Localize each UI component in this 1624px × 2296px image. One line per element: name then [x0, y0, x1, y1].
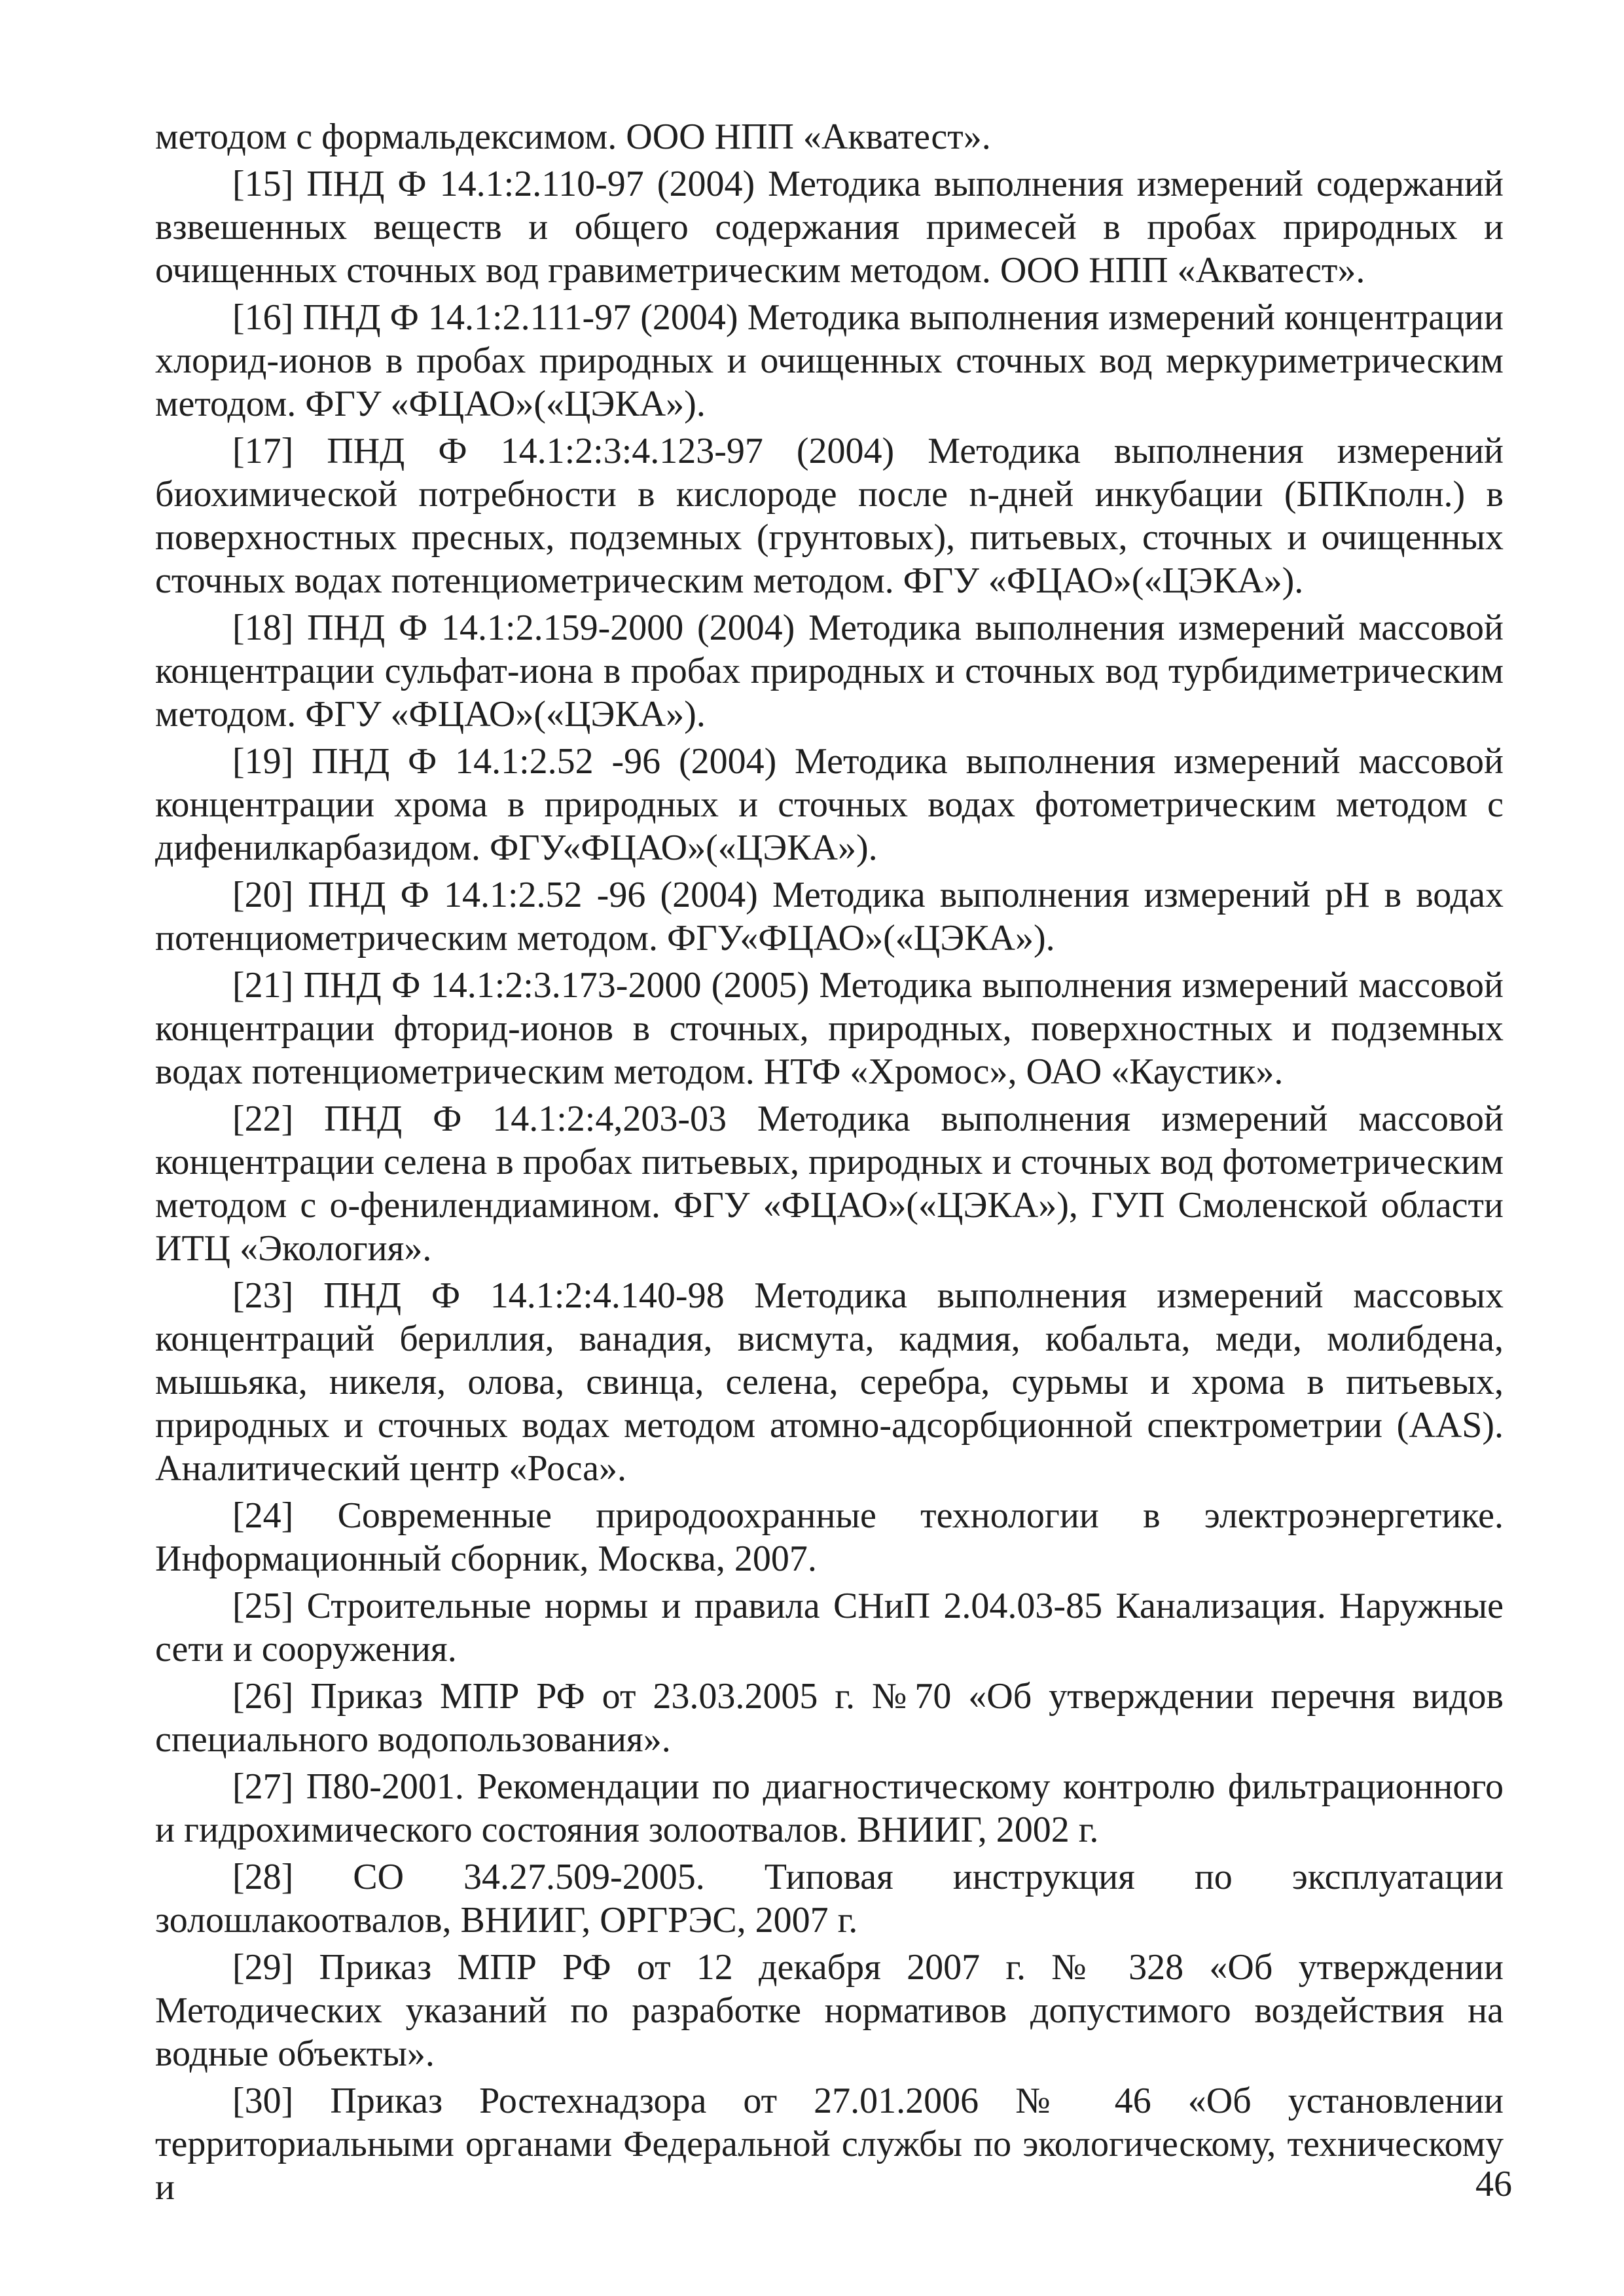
reference-item-26: [26] Приказ МПР РФ от 23.03.2005 г. №70 «Об утверждении перечня видов специального водопользования». [155, 1676, 1504, 1760]
continuation-paragraph: методом с формальдексимом. ООО НПП «Акватест». [155, 117, 991, 157]
reference-item-19: [19] ПНД Ф 14.1:2.52 -96 (2004) Методика выполнения измерений массовой концентрации хрома в природных и сточных водах фотометрическим методом с дифенилкарбазидом. ФГУ«ФЦАО»(«ЦЭКА»). [155, 741, 1504, 868]
reference-item-28: [28] СО 34.27.509-2005. Типовая инструкция по эксплуатации золошлакоотвалов, ВНИИГ, ОРГРЭС, 2007 г. [155, 1857, 1504, 1941]
reference-item-25: [25] Строительные нормы и правила СНиП 2.04.03-85 Канализация. Наружные сети и сооружения. [155, 1586, 1504, 1669]
reference-item-18: [18] ПНД Ф 14.1:2.159-2000 (2004) Методика выполнения измерений массовой концентрации сульфат-иона в пробах природных и сточных вод турбидиметрическим методом. ФГУ «ФЦАО»(«ЦЭКА»). [155, 608, 1504, 735]
reference-item-21: [21] ПНД Ф 14.1:2:3.173-2000 (2005) Методика выполнения измерений массовой концентрации фторид-ионов в сточных, природных, поверхностных и подземных водах потенциометрическим методом. НТФ «Хромос», ОАО «Каустик». [155, 965, 1504, 1092]
page-number: 46 [1475, 2164, 1512, 2204]
reference-item-15: [15] ПНД Ф 14.1:2.110-97 (2004) Методика выполнения измерений содержаний взвешенных веществ и общего содержания примесей в пробах природных и очищенных сточных вод гравиметрическим методом. ООО НПП «Акватест». [155, 164, 1504, 291]
reference-item-24: [24] Современные природоохранные технологии в электроэнергетике. Информационный сборник, Москва, 2007. [155, 1495, 1504, 1579]
reference-item-16: [16] ПНД Ф 14.1:2.111-97 (2004) Методика выполнения измерений концентрации хлорид-ионов в пробах природных и очищенных сточных вод меркуриметрическим методом. ФГУ «ФЦАО»(«ЦЭКА»). [155, 297, 1504, 424]
document-body [155, 115, 1504, 2213]
reference-item-30: [30] Приказ Ростехнадзора от 27.01.2006 № 46 «Об установлении территориальными органами Федеральной службы по экологическому, техническому и [155, 2081, 1504, 2208]
reference-item-22: [22] ПНД Ф 14.1:2:4,203-03 Методика выполнения измерений массовой концентрации селена в пробах питьевых, природных и сточных вод фотометрическим методом с о-фенилендиамином. ФГУ «ФЦАО»(«ЦЭКА»), ГУП Смоленской области ИТЦ «Экология». [155, 1099, 1504, 1269]
reference-item-17: [17] ПНД Ф 14.1:2:3:4.123-97 (2004) Методика выполнения измерений биохимической потребности в кислороде после n-дней инкубации (БПКполн.) в поверхностных пресных, подземных (грунтовых), питьевых, сточных и очищенных сточных водах потенциометрическим методом. ФГУ «ФЦАО»(«ЦЭКА»). [155, 431, 1504, 601]
reference-item-23: [23] ПНД Ф 14.1:2:4.140-98 Методика выполнения измерений массовых концентраций бериллия, ванадия, висмута, кадмия, кобальта, меди, молибдена, мышьяка, никеля, олова, свинца, селена, серебра, сурьмы и хрома в питьевых, природных и сточных водах методом атомно-адсорбционной спектрометрии (AAS). Аналитический центр «Роса». [155, 1275, 1504, 1489]
reference-item-29: [29] Приказ МПР РФ от 12 декабря 2007 г. № 328 «Об утверждении Методических указаний по разработке нормативов допустимого воздействия на водные объекты». [155, 1947, 1504, 2074]
reference-item-27: [27] П80-2001. Рекомендации по диагностическому контролю фильтрационного и гидрохимического состояния золоотвалов. ВНИИГ, 2002 г. [155, 1766, 1504, 1850]
reference-item-20: [20] ПНД Ф 14.1:2.52 -96 (2004) Методика выполнения измерений pH в водах потенциометрическим методом. ФГУ«ФЦАО»(«ЦЭКА»). [155, 875, 1504, 958]
